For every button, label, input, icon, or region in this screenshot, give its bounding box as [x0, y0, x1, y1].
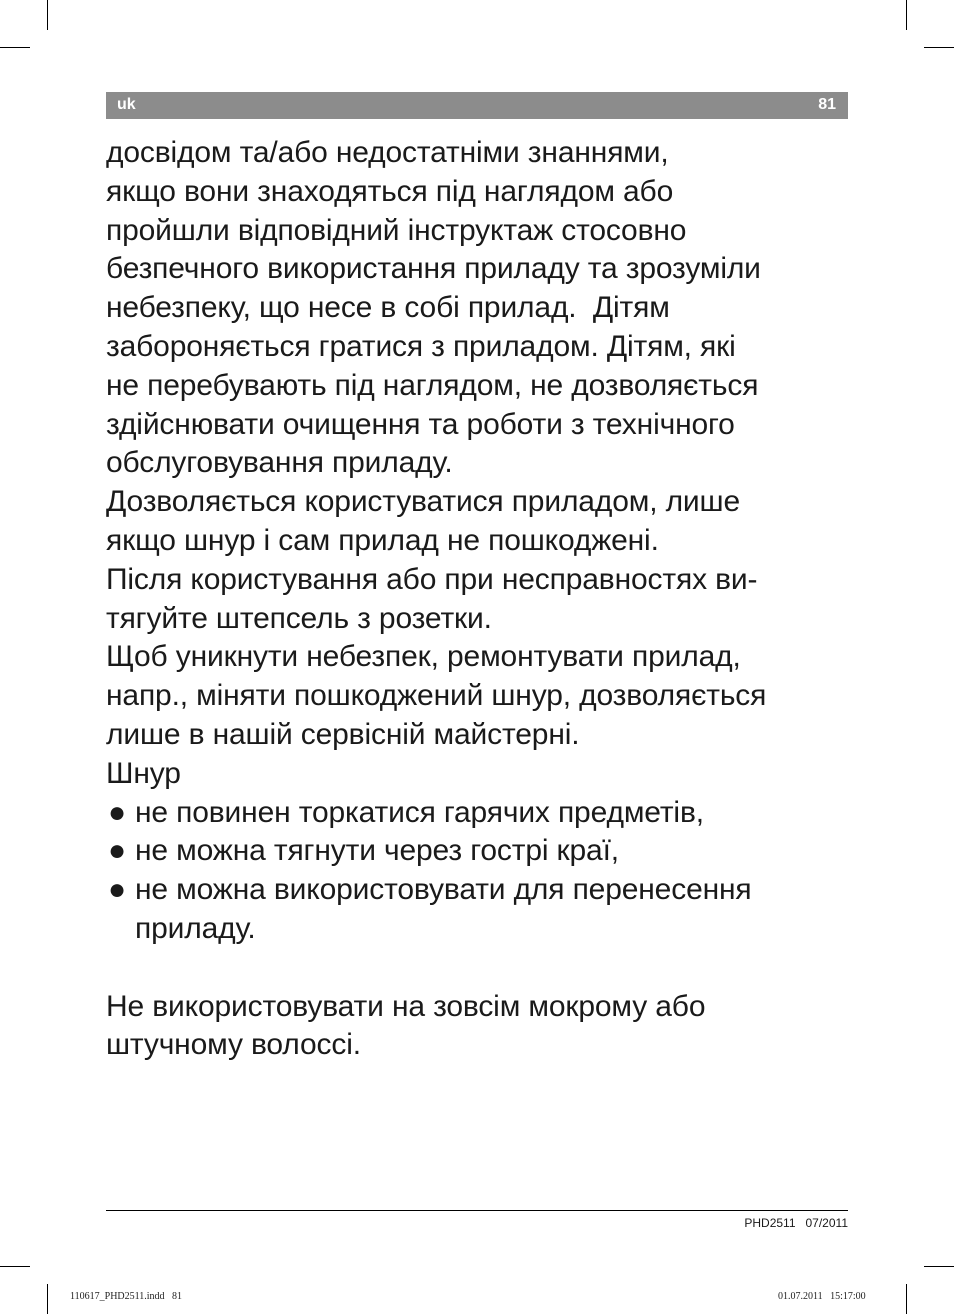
bullet-icon: ●	[108, 834, 126, 868]
bullet-icon: ●	[108, 873, 126, 907]
text-line: Після користування або при несправностях ви-	[106, 562, 758, 596]
text-line: Дозволяється користуватися приладом, лише	[106, 485, 740, 519]
text-line: обслуговування приладу.	[106, 446, 453, 480]
footer-model-date: PHD2511 07/2011	[744, 1216, 848, 1230]
bullet-text: не повинен торкатися гарячих предметів,	[135, 795, 704, 829]
text-line: забороняється гратися з приладом. Дітям, які	[106, 329, 736, 363]
crop-mark-bottom-left-vertical	[47, 1284, 48, 1314]
crop-mark-bottom-right-horizontal	[924, 1266, 954, 1267]
text-line: не перебувають під наглядом, не дозволяється	[106, 368, 759, 402]
crop-mark-bottom-left-horizontal	[0, 1266, 30, 1267]
crop-mark-top-left-horizontal	[0, 47, 30, 48]
text-line: якщо шнур і сам прилад не пошкоджені.	[106, 523, 659, 557]
text-line: небезпеку, що несе в собі прилад. Дітям	[106, 291, 670, 325]
text-line: пройшли відповідний інструктаж стосовно	[106, 213, 687, 247]
bullet-icon: ●	[108, 795, 126, 829]
paragraph-gap	[106, 949, 856, 988]
bullet-item	[106, 794, 856, 833]
bullet-text: не можна тягнути через гострі краї,	[135, 834, 619, 868]
text-line: Не використовувати на зовсім мокрому або	[106, 989, 706, 1023]
bullet-continuation	[106, 910, 856, 949]
text-line: якщо вони знаходяться під наглядом або	[106, 174, 674, 208]
text-line: Шнур	[106, 756, 181, 790]
page-header-bar	[106, 92, 848, 119]
bullet-text: не можна використовувати для перенесення	[135, 873, 752, 907]
slug-timestamp: 01.07.2011 15:17:00	[778, 1291, 866, 1302]
text-line: здійснювати очищення та роботи з технічного	[106, 407, 735, 441]
text-line: досвідом та/або недостатніми знаннями,	[106, 136, 669, 169]
crop-mark-bottom-right-vertical	[906, 1284, 907, 1314]
crop-mark-top-left-vertical	[47, 0, 48, 30]
bullet-item	[106, 871, 856, 910]
page-number: 81	[818, 96, 836, 113]
language-code: uk	[117, 96, 136, 113]
bullet-item	[106, 832, 856, 871]
crop-mark-top-right-vertical	[906, 0, 907, 30]
crop-mark-top-right-horizontal	[924, 47, 954, 48]
text-line: напр., міняти пошкоджений шнур, дозволяється	[106, 679, 767, 713]
bullet-continuation-text: приладу.	[135, 911, 256, 945]
text-line: Щоб уникнути небезпек, ремонтувати прилад,	[106, 640, 741, 674]
body-text	[106, 134, 856, 1065]
footer-divider	[106, 1210, 848, 1211]
text-line: лише в нашій сервісній майстерні.	[106, 717, 580, 751]
text-line: штучному волоссі.	[106, 1028, 361, 1062]
text-line: безпечного використання приладу та зрозуміли	[106, 252, 761, 286]
text-line: тягуйте штепсель з розетки.	[106, 601, 492, 635]
slug-filename: 110617_PHD2511.indd 81	[70, 1291, 183, 1302]
